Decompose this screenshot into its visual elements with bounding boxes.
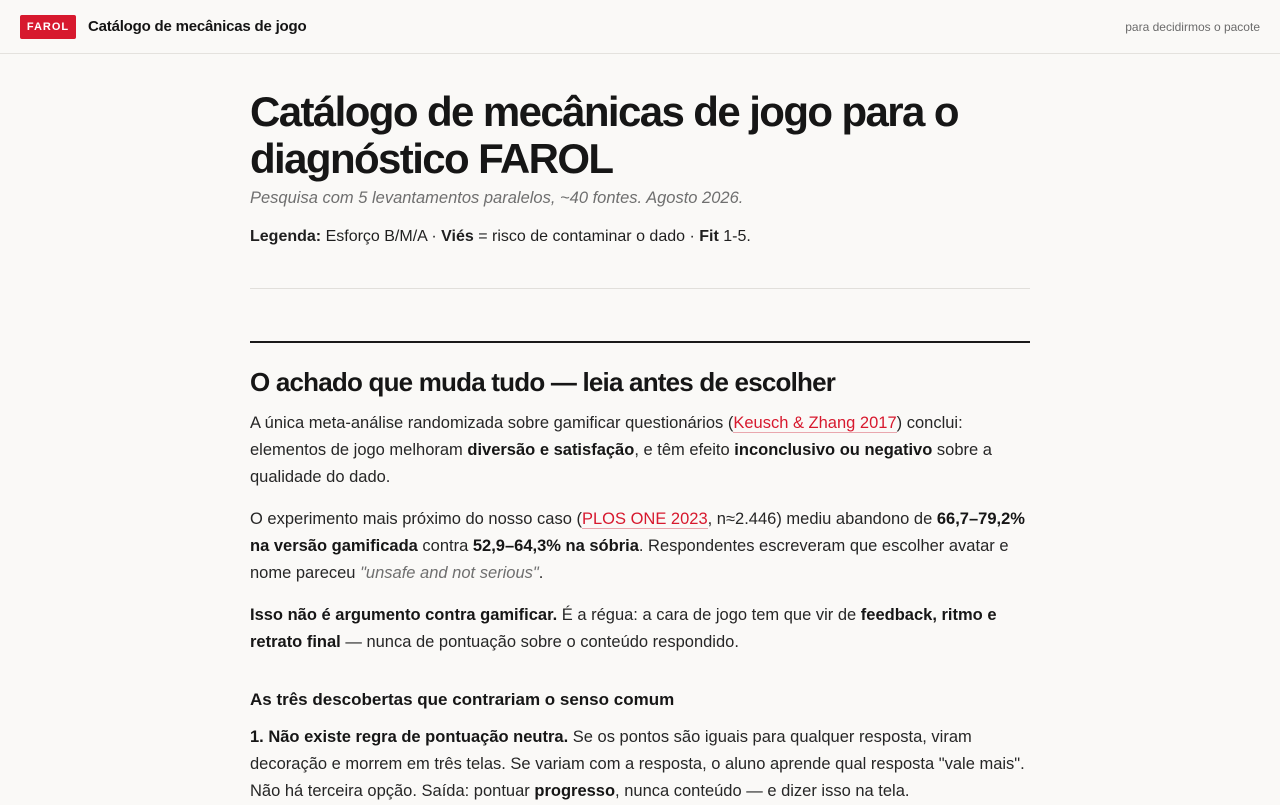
divider: [250, 288, 1030, 289]
text: . Respondentes escreveram que escolher avatar e nome pareceu: [250, 537, 1009, 582]
emphasis: 1. Não existe regra de pontuação neutra.: [250, 728, 569, 746]
text: A única meta-análise randomizada sobre gamificar questionários (: [250, 414, 734, 432]
paragraph-meta-analysis: [250, 410, 1030, 491]
emphasis: feedback, ritmo e retrato final: [250, 606, 997, 651]
legend-text-3: 1-5.: [718, 228, 751, 245]
plos-one-link[interactable]: PLOS ONE 2023: [581, 510, 708, 528]
paragraph-rule: [250, 602, 1030, 656]
section-heading: O achado que muda tudo — leia antes de escolher: [250, 367, 836, 397]
legend: [250, 228, 1030, 246]
text: , e têm efeito: [634, 441, 735, 459]
top-bar: [0, 0, 1280, 54]
text: sobre a qualidade do dado.: [250, 441, 992, 486]
legend-label: Legenda:: [250, 228, 322, 245]
page-subtitle: Pesquisa com 5 levantamentos paralelos, ~40 fontes. Agosto 2026.: [250, 189, 744, 207]
emphasis: 52,9–64,3% na sóbria: [472, 537, 639, 555]
section-rule: [250, 341, 1030, 343]
text: O experimento mais próximo do nosso caso (: [250, 510, 582, 528]
emphasis: Isso não é argumento contra gamificar.: [250, 606, 558, 624]
paragraph-experiment: [250, 506, 1030, 587]
text: , n≈2.446) mediu abandono de: [707, 510, 937, 528]
text: , nunca conteúdo — e dizer isso na tela.: [615, 782, 910, 800]
text: É a régua: a cara de jogo tem que vir de: [557, 606, 861, 624]
header-title[interactable]: Catálogo de mecânicas de jogo: [88, 18, 307, 35]
emphasis: 66,7–79,2% na versão gamificada: [250, 510, 1025, 555]
text: ) conclui: elementos de jogo melhoram: [250, 414, 963, 459]
document-content: [250, 54, 1030, 805]
emphasis: inconclusivo ou negativo: [734, 441, 933, 459]
legend-vies: Viés: [441, 228, 474, 245]
legend-text-1: Esforço B/M/A ·: [321, 228, 442, 245]
legend-fit: Fit: [699, 228, 719, 245]
quote: "unsafe and not serious": [360, 564, 539, 582]
emphasis: diversão e satisfação: [467, 441, 635, 459]
decide-package-link[interactable]: para decidirmos o pacote: [1125, 19, 1260, 34]
text: Se os pontos são iguais para qualquer resposta, viram decoração e morrem em três telas. Se variam com a resposta, o aluno aprende qual resposta "vale mais". Não há terceira opção. Saída: pontuar: [250, 728, 1025, 800]
text: contra: [417, 537, 473, 555]
brand-badge[interactable]: FAROL: [20, 15, 76, 39]
subsection-heading: As três descobertas que contrariam o senso comum: [250, 690, 675, 709]
text: — nunca de pontuação sobre o conteúdo respondido.: [340, 633, 739, 651]
emphasis: progresso: [534, 782, 616, 800]
keusch-zhang-link[interactable]: Keusch & Zhang 2017: [733, 414, 897, 432]
text: .: [538, 564, 544, 582]
page-title: Catálogo de mecânicas de jogo para o diagnóstico FAROL: [250, 88, 958, 182]
legend-text-2: = risco de contaminar o dado ·: [473, 228, 700, 245]
finding-item-1: [250, 724, 1030, 805]
